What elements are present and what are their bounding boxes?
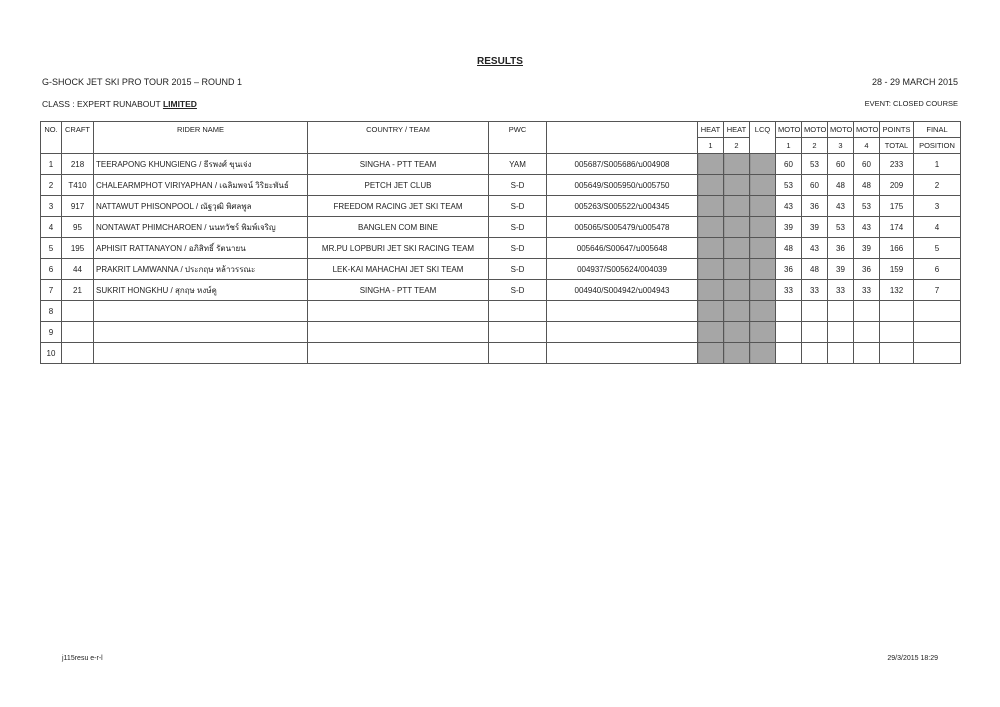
cell-lcq — [750, 238, 776, 259]
cell-pwc: YAM — [489, 154, 547, 175]
cell-moto4: 53 — [854, 196, 880, 217]
cell-moto3: 39 — [828, 259, 854, 280]
header-points-sub: TOTAL — [880, 138, 914, 154]
cell-engine: 005263/S005522/บ004345 — [547, 196, 698, 217]
footer-timestamp: 29/3/2015 18:29 — [887, 655, 938, 662]
cell-pwc: S-D — [489, 217, 547, 238]
header-rider: RIDER NAME — [94, 122, 308, 138]
table-row — [41, 154, 961, 175]
cell-craft: 44 — [62, 259, 94, 280]
header-country-sub — [308, 138, 489, 154]
cell-heat2 — [724, 217, 750, 238]
cell-final-position: 6 — [914, 259, 961, 280]
cell-rider — [94, 322, 308, 343]
cell-engine: 004940/S004942/บ004943 — [547, 280, 698, 301]
cell-country: BANGLEN COM BINE — [308, 217, 489, 238]
cell-rider: SUKRIT HONGKHU / สุกฤษ หงษ์คู — [94, 280, 308, 301]
cell-moto2 — [802, 322, 828, 343]
cell-points-total — [880, 322, 914, 343]
cell-craft — [62, 322, 94, 343]
cell-moto3: 43 — [828, 196, 854, 217]
cell-heat2 — [724, 322, 750, 343]
cell-moto2: 53 — [802, 154, 828, 175]
header-heat2: HEAT — [724, 122, 750, 138]
header-pwc: PWC — [489, 122, 547, 138]
cell-moto4 — [854, 322, 880, 343]
cell-moto4: 39 — [854, 238, 880, 259]
cell-no: 9 — [41, 322, 62, 343]
result-rows — [41, 154, 961, 364]
cell-country — [308, 343, 489, 364]
cell-heat1 — [698, 301, 724, 322]
table-row — [41, 259, 961, 280]
cell-no: 8 — [41, 301, 62, 322]
cell-pwc: S-D — [489, 238, 547, 259]
cell-moto3 — [828, 322, 854, 343]
cell-lcq — [750, 301, 776, 322]
cell-heat1 — [698, 322, 724, 343]
header-heat1: HEAT — [698, 122, 724, 138]
footer-file-code: j115resu e-r-l — [62, 655, 103, 662]
table-row — [41, 217, 961, 238]
cell-points-total: 174 — [880, 217, 914, 238]
cell-moto2: 33 — [802, 280, 828, 301]
cell-no: 10 — [41, 343, 62, 364]
cell-engine — [547, 301, 698, 322]
cell-lcq — [750, 343, 776, 364]
header-sub-row — [41, 138, 961, 154]
cell-moto4 — [854, 343, 880, 364]
class-label: CLASS : EXPERT RUNABOUT — [42, 99, 163, 109]
cell-moto1 — [776, 322, 802, 343]
table-row — [41, 343, 961, 364]
cell-country: PETCH JET CLUB — [308, 175, 489, 196]
header-final: FINAL — [914, 122, 961, 138]
cell-lcq — [750, 259, 776, 280]
header-lcq: LCQ — [750, 122, 776, 138]
cell-points-total: 175 — [880, 196, 914, 217]
header-moto2: MOTO — [802, 122, 828, 138]
header-heat1-sub: 1 — [698, 138, 724, 154]
cell-moto1: 39 — [776, 217, 802, 238]
cell-pwc: S-D — [489, 196, 547, 217]
cell-no: 5 — [41, 238, 62, 259]
header-moto4-sub: 4 — [854, 138, 880, 154]
class-limited: LIMITED — [162, 99, 197, 109]
cell-moto3: 53 — [828, 217, 854, 238]
cell-pwc: S-D — [489, 280, 547, 301]
header-craft: CRAFT — [62, 122, 94, 138]
cell-heat1 — [698, 343, 724, 364]
cell-moto3: 48 — [828, 175, 854, 196]
cell-moto2: 48 — [802, 259, 828, 280]
cell-craft — [62, 343, 94, 364]
header-engine-sub — [547, 138, 698, 154]
cell-points-total: 132 — [880, 280, 914, 301]
cell-country — [308, 322, 489, 343]
header-lcq-sub — [750, 138, 776, 154]
cell-moto4: 48 — [854, 175, 880, 196]
cell-pwc — [489, 322, 547, 343]
header-country: COUNTRY / TEAM — [308, 122, 489, 138]
cell-heat1 — [698, 238, 724, 259]
cell-moto4: 36 — [854, 259, 880, 280]
cell-final-position: 4 — [914, 217, 961, 238]
cell-final-position: 5 — [914, 238, 961, 259]
cell-heat2 — [724, 175, 750, 196]
cell-engine — [547, 322, 698, 343]
cell-heat1 — [698, 175, 724, 196]
cell-craft — [62, 301, 94, 322]
cell-pwc: S-D — [489, 259, 547, 280]
cell-lcq — [750, 175, 776, 196]
cell-points-total: 233 — [880, 154, 914, 175]
header-engine — [547, 122, 698, 138]
cell-moto4: 60 — [854, 154, 880, 175]
table-row — [41, 301, 961, 322]
cell-moto3 — [828, 343, 854, 364]
cell-heat2 — [724, 154, 750, 175]
cell-moto2: 39 — [802, 217, 828, 238]
cell-heat2 — [724, 301, 750, 322]
cell-lcq — [750, 196, 776, 217]
cell-lcq — [750, 154, 776, 175]
cell-points-total: 209 — [880, 175, 914, 196]
cell-engine: 004937/S005624/004039 — [547, 259, 698, 280]
cell-heat1 — [698, 259, 724, 280]
cell-engine: 005687/S005686/บ004908 — [547, 154, 698, 175]
event-date: 28 - 29 MARCH 2015 — [871, 77, 958, 87]
header-moto4: MOTO — [854, 122, 880, 138]
cell-moto1 — [776, 301, 802, 322]
header-pwc-sub — [489, 138, 547, 154]
header-craft-sub — [62, 138, 94, 154]
cell-craft: 917 — [62, 196, 94, 217]
cell-craft: 95 — [62, 217, 94, 238]
header-heat2-sub: 2 — [724, 138, 750, 154]
cell-craft: 195 — [62, 238, 94, 259]
cell-country: LEK-KAI MAHACHAI JET SKI TEAM — [308, 259, 489, 280]
cell-moto3: 33 — [828, 280, 854, 301]
cell-pwc — [489, 343, 547, 364]
table-row — [41, 175, 961, 196]
header-moto2-sub: 2 — [802, 138, 828, 154]
cell-moto4 — [854, 301, 880, 322]
table-row — [41, 280, 961, 301]
cell-moto1: 33 — [776, 280, 802, 301]
cell-moto2: 43 — [802, 238, 828, 259]
header-moto1: MOTO — [776, 122, 802, 138]
cell-final-position: 3 — [914, 196, 961, 217]
header-row — [41, 122, 961, 138]
cell-engine: 005065/S005479/บ005478 — [547, 217, 698, 238]
cell-no: 1 — [41, 154, 62, 175]
event-type: EVENT: CLOSED COURSE — [864, 99, 958, 108]
cell-rider: NONTAWAT PHIMCHAROEN / นนทวัชร์ พิมพ์เจริญ — [94, 217, 308, 238]
table-row — [41, 322, 961, 343]
cell-heat2 — [724, 196, 750, 217]
cell-moto3: 60 — [828, 154, 854, 175]
cell-moto1: 43 — [776, 196, 802, 217]
cell-country: FREEDOM RACING JET SKI TEAM — [308, 196, 489, 217]
cell-rider: CHALEARMPHOT VIRIYAPHAN / เฉลิมพจน์ วิริยะพันธ์ — [94, 175, 308, 196]
header-moto3: MOTO — [828, 122, 854, 138]
cell-no: 6 — [41, 259, 62, 280]
cell-moto3 — [828, 301, 854, 322]
cell-points-total — [880, 343, 914, 364]
cell-country — [308, 301, 489, 322]
cell-moto1: 53 — [776, 175, 802, 196]
event-name: G-SHOCK JET SKI PRO TOUR 2015 – ROUND 1 — [42, 77, 243, 87]
cell-country: SINGHA - PTT TEAM — [308, 154, 489, 175]
cell-pwc — [489, 301, 547, 322]
cell-moto2: 60 — [802, 175, 828, 196]
cell-craft: 218 — [62, 154, 94, 175]
cell-engine: 005646/S00647/บ005648 — [547, 238, 698, 259]
cell-heat2 — [724, 259, 750, 280]
cell-rider — [94, 343, 308, 364]
cell-moto2 — [802, 301, 828, 322]
cell-points-total: 166 — [880, 238, 914, 259]
cell-heat1 — [698, 280, 724, 301]
cell-craft: 21 — [62, 280, 94, 301]
cell-rider: PRAKRIT LAMWANNA / ประกฤษ หล้าวรรณะ — [94, 259, 308, 280]
class-line — [42, 99, 197, 109]
cell-final-position — [914, 343, 961, 364]
cell-no: 7 — [41, 280, 62, 301]
header-final-sub: POSITION — [914, 138, 961, 154]
cell-moto3: 36 — [828, 238, 854, 259]
header-moto3-sub: 3 — [828, 138, 854, 154]
header-rider-sub — [94, 138, 308, 154]
cell-lcq — [750, 280, 776, 301]
cell-lcq — [750, 217, 776, 238]
results-table — [40, 121, 961, 364]
cell-country: SINGHA - PTT TEAM — [308, 280, 489, 301]
cell-rider — [94, 301, 308, 322]
cell-engine — [547, 343, 698, 364]
cell-heat2 — [724, 238, 750, 259]
cell-heat2 — [724, 280, 750, 301]
cell-no: 4 — [41, 217, 62, 238]
cell-final-position — [914, 301, 961, 322]
cell-country: MR.PU LOPBURI JET SKI RACING TEAM — [308, 238, 489, 259]
header-no: NO. — [41, 122, 62, 138]
cell-moto1: 60 — [776, 154, 802, 175]
cell-final-position: 2 — [914, 175, 961, 196]
cell-craft: T410 — [62, 175, 94, 196]
cell-moto2: 36 — [802, 196, 828, 217]
table-row — [41, 238, 961, 259]
cell-final-position: 7 — [914, 280, 961, 301]
cell-rider: TEERAPONG KHUNGIENG / ธีรพงศ์ ขุนเจ่ง — [94, 154, 308, 175]
cell-heat1 — [698, 154, 724, 175]
cell-no: 2 — [41, 175, 62, 196]
table-row — [41, 196, 961, 217]
header-moto1-sub: 1 — [776, 138, 802, 154]
cell-rider: NATTAWUT PHISONPOOL / ณัฐวุฒิ พิศลพูล — [94, 196, 308, 217]
cell-moto1 — [776, 343, 802, 364]
cell-moto4: 43 — [854, 217, 880, 238]
cell-final-position — [914, 322, 961, 343]
cell-points-total — [880, 301, 914, 322]
header-points: POINTS — [880, 122, 914, 138]
page-title: RESULTS — [477, 56, 523, 67]
cell-lcq — [750, 322, 776, 343]
cell-engine: 005649/S005950/บ005750 — [547, 175, 698, 196]
cell-heat2 — [724, 343, 750, 364]
header-no-sub — [41, 138, 62, 154]
cell-points-total: 159 — [880, 259, 914, 280]
cell-moto2 — [802, 343, 828, 364]
cell-moto1: 48 — [776, 238, 802, 259]
cell-pwc: S-D — [489, 175, 547, 196]
cell-final-position: 1 — [914, 154, 961, 175]
cell-moto1: 36 — [776, 259, 802, 280]
cell-rider: APHISIT RATTANAYON / อภิสิทธิ์ รัตนายน — [94, 238, 308, 259]
cell-heat1 — [698, 196, 724, 217]
cell-moto4: 33 — [854, 280, 880, 301]
cell-heat1 — [698, 217, 724, 238]
cell-no: 3 — [41, 196, 62, 217]
